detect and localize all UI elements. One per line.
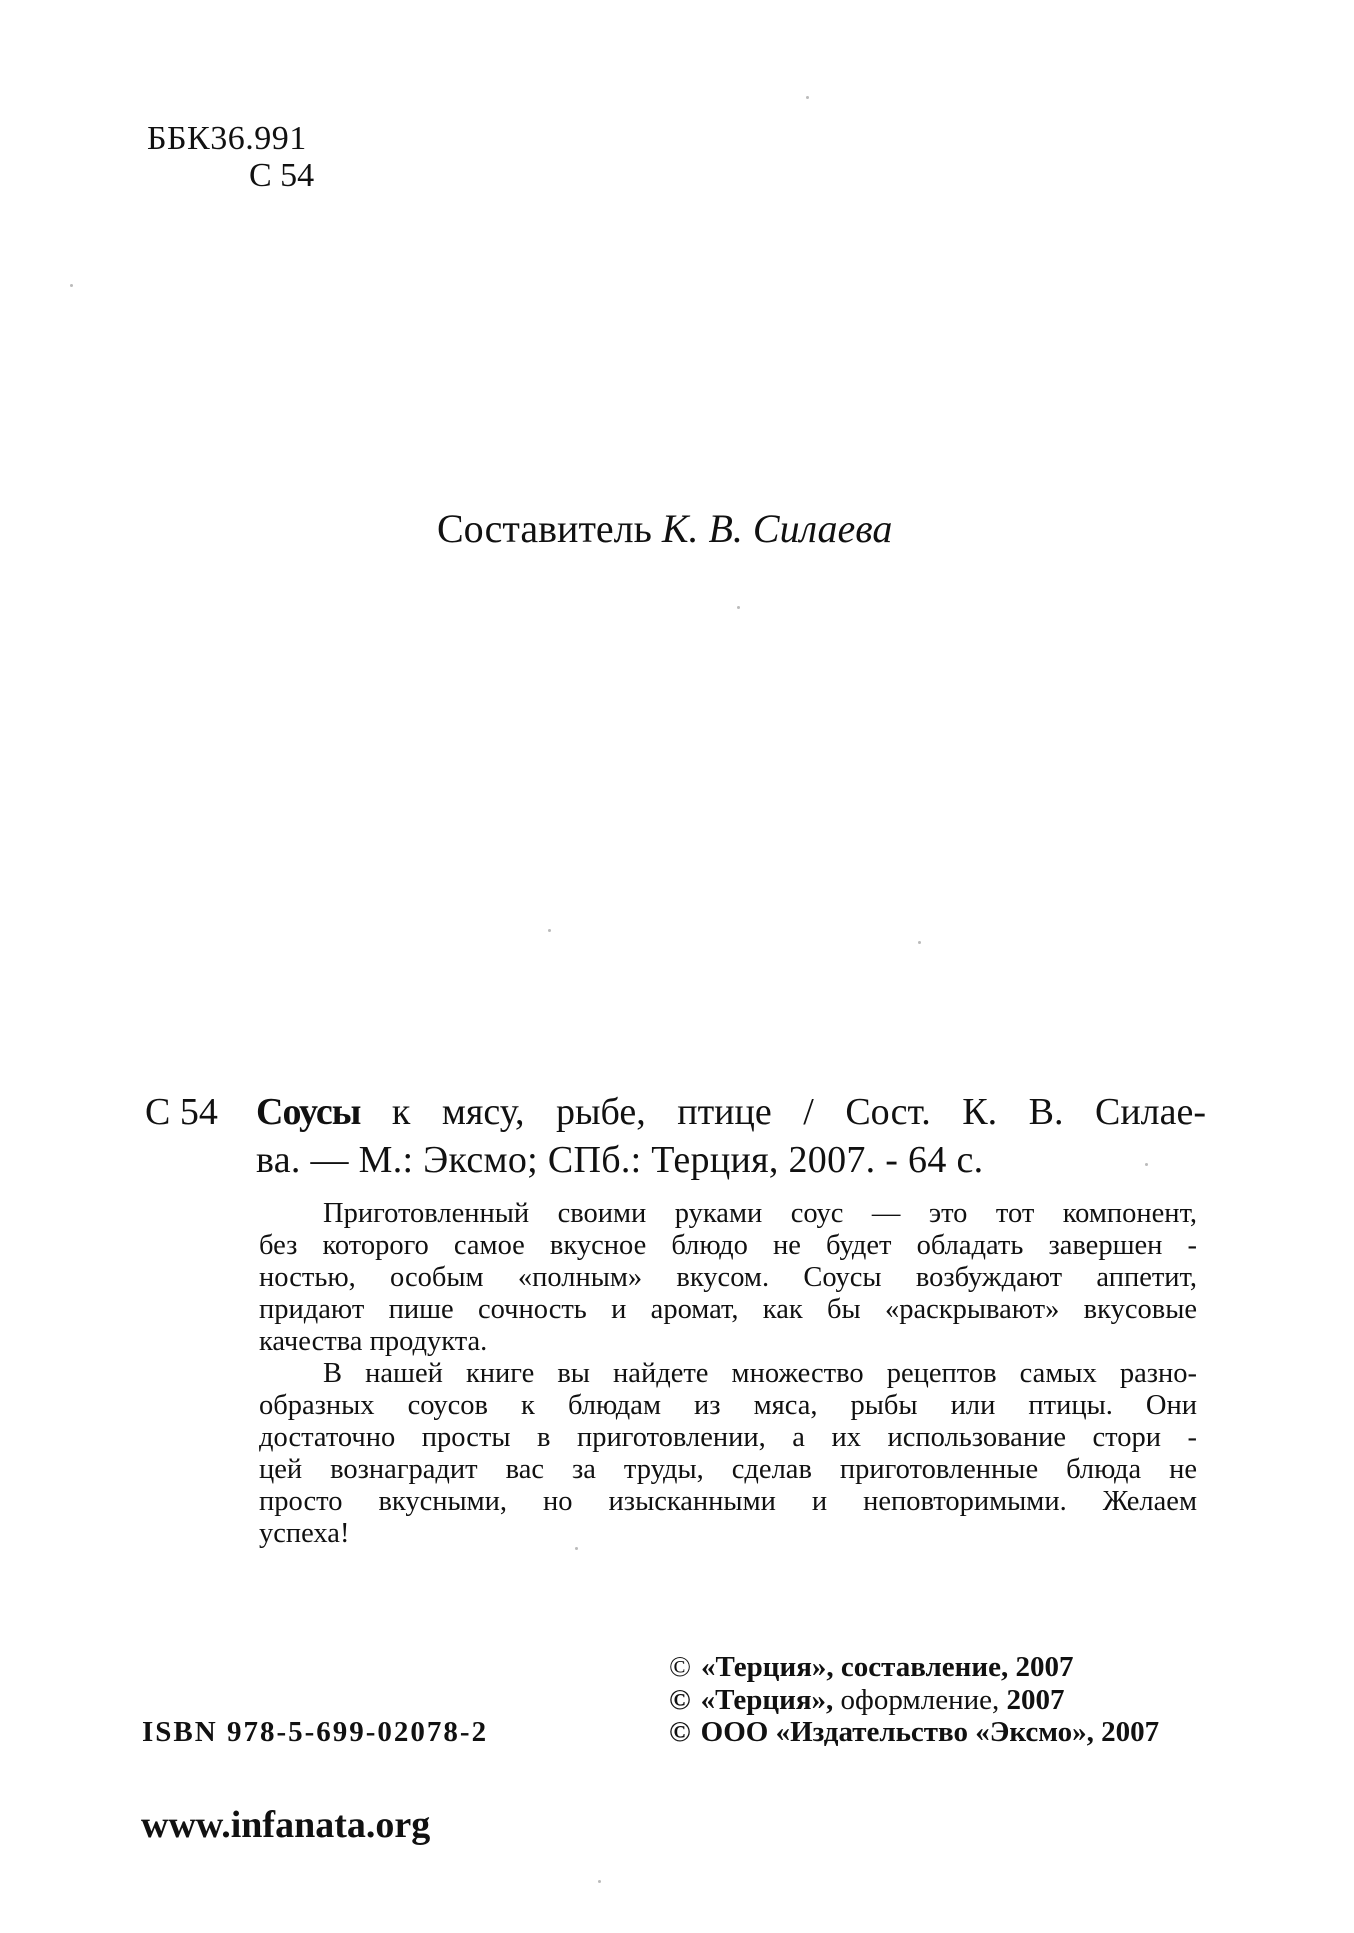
copyright-symbol: © xyxy=(669,1684,691,1716)
compiler-label: Составитель xyxy=(437,506,652,551)
annotation-line: достаточно просты в приготовлении, а их использование стори - xyxy=(259,1422,1197,1453)
annotation-line: придают пише сочность и аромат, как бы «раскрывают» вкусовые xyxy=(259,1294,1197,1325)
catalog-line-1 xyxy=(256,1090,1206,1134)
copyright-symbol: © xyxy=(669,1716,691,1748)
copyright-text-bold: «Терция», xyxy=(700,1684,834,1716)
annotation-line: В нашей книге вы найдете множество рецептов самых разно- xyxy=(323,1358,1197,1389)
copyright-year: 2007 xyxy=(1006,1684,1065,1716)
copyright-text: ООО «Издательство «Эксмо», 2007 xyxy=(700,1716,1160,1748)
copyright-text-plain: оформление, xyxy=(840,1684,1000,1716)
bbk-code: ББК36.991 xyxy=(147,120,307,157)
scan-speck xyxy=(575,1547,578,1550)
catalog-code: С 54 xyxy=(145,1091,218,1133)
annotation-line: ностью, особым «полным» вкусом. Соусы возбуждают аппетит, xyxy=(259,1262,1197,1293)
bbk-author-mark: С 54 xyxy=(249,157,315,194)
catalog-line-1-rest: к мясу, рыбе, птице / Сост. К. В. Силае- xyxy=(391,1091,1207,1133)
scan-speck xyxy=(548,929,551,932)
annotation-line: качества продукта. xyxy=(259,1326,488,1357)
scan-speck xyxy=(1145,1163,1148,1166)
compiler-name: К. В. Силаева xyxy=(661,506,893,551)
catalog-line-2: ва. — М.: Эксмо; СПб.: Терция, 2007. - 64 с. xyxy=(256,1139,984,1181)
scan-speck xyxy=(598,1880,601,1883)
annotation-line: просто вкусными, но изысканными и неповторимыми. Желаем xyxy=(259,1486,1197,1517)
annotation-line: Приготовленный своими руками соус — это тот компонент, xyxy=(323,1198,1197,1229)
book-title: Соусы xyxy=(256,1091,361,1133)
compiler-line xyxy=(437,505,892,552)
scan-speck xyxy=(806,96,809,99)
isbn: ISBN 978-5-699-02078-2 xyxy=(142,1716,489,1748)
annotation-line: успеха! xyxy=(259,1518,350,1549)
annotation-line: без которого самое вкусное блюдо не будет обладать завершен - xyxy=(259,1230,1197,1261)
scan-speck xyxy=(70,284,73,287)
copyright-symbol: © xyxy=(669,1651,692,1683)
copyright-line-1 xyxy=(669,1651,1073,1684)
scan-speck xyxy=(918,941,921,944)
scan-speck xyxy=(737,606,740,609)
copyright-line-3 xyxy=(669,1716,1159,1749)
annotation-line: образных соусов к блюдам из мяса, рыбы или птицы. Они xyxy=(259,1390,1197,1421)
website-link[interactable]: www.infanata.org xyxy=(141,1804,431,1846)
annotation-line: цей вознаградит вас за труды, сделав приготовленные блюда не xyxy=(259,1454,1197,1485)
copyright-line-2 xyxy=(669,1684,1065,1717)
copyright-text: «Терция», составление, 2007 xyxy=(701,1651,1074,1683)
